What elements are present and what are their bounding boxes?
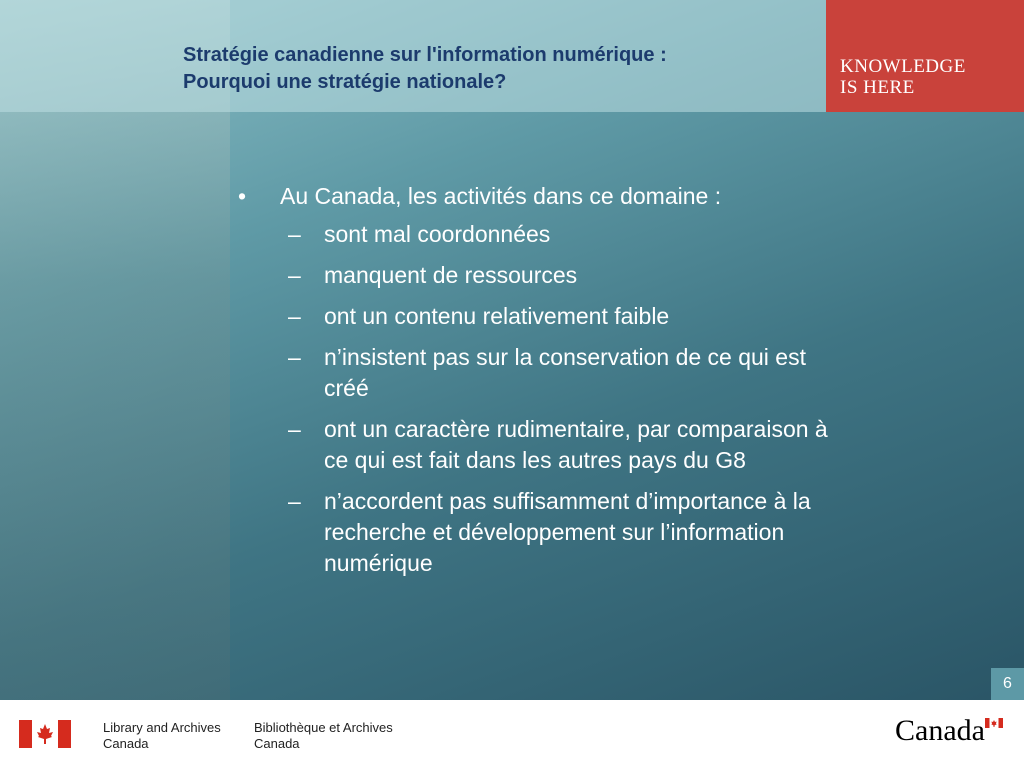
slide-title: [183, 42, 667, 96]
sub-item-mark: –: [288, 416, 301, 442]
sub-item: [288, 342, 948, 404]
wordmark-flag-icon: [985, 718, 1003, 728]
sub-item: [288, 219, 948, 250]
sub-item-text: ont un caractère rudimentaire, par comparaison à ce qui est fait dans les autres pays du G8: [324, 416, 828, 473]
brand-line2: IS HERE: [840, 77, 915, 98]
main-bullet-text: Au Canada, les activités dans ce domaine :: [280, 183, 722, 209]
canada-wordmark: Canada: [895, 714, 985, 747]
brand-line1: KNOWLEDGE: [840, 56, 966, 77]
sub-item: [288, 486, 948, 579]
bullet-mark: •: [238, 183, 247, 209]
sub-item-mark: –: [288, 344, 301, 370]
canadian-flag-icon: [19, 720, 71, 748]
sub-item-mark: –: [288, 221, 301, 247]
brand-text: [840, 56, 966, 98]
sub-item-text: sont mal coordonnées: [324, 221, 551, 247]
sub-item-mark: –: [288, 303, 301, 329]
org-fr-line2: Canada: [254, 736, 300, 751]
org-fr-line1: Bibliothèque et Archives: [254, 720, 393, 735]
sub-item-text: manquent de ressources: [324, 262, 578, 288]
slide-content: [238, 181, 958, 589]
footer: [0, 700, 1024, 768]
page-number: 6: [991, 668, 1024, 700]
slide-title-line2: Pourquoi une stratégie nationale?: [183, 71, 507, 93]
title-band: [0, 0, 826, 112]
sub-item-text: ont un contenu relativement faible: [324, 303, 670, 329]
sub-item: [288, 414, 948, 476]
org-name-english: [103, 720, 221, 752]
main-bullet: [238, 181, 958, 212]
sub-item-mark: –: [288, 488, 301, 514]
sub-item-text: n’insistent pas sur la conservation de ce qui est créé: [324, 344, 806, 401]
sub-item-mark: –: [288, 262, 301, 288]
sub-item: [288, 301, 948, 332]
knowledge-is-here-logo: [826, 0, 1024, 112]
org-name-french: [254, 720, 393, 752]
slide-title-line1: Stratégie canadienne sur l'information numérique :: [183, 44, 667, 66]
sub-item-text: n’accordent pas suffisamment d’importance à la recherche et développement sur l’information numérique: [324, 488, 811, 576]
sub-item: [288, 260, 948, 291]
org-en-line1: Library and Archives: [103, 720, 221, 735]
org-en-line2: Canada: [103, 736, 149, 751]
